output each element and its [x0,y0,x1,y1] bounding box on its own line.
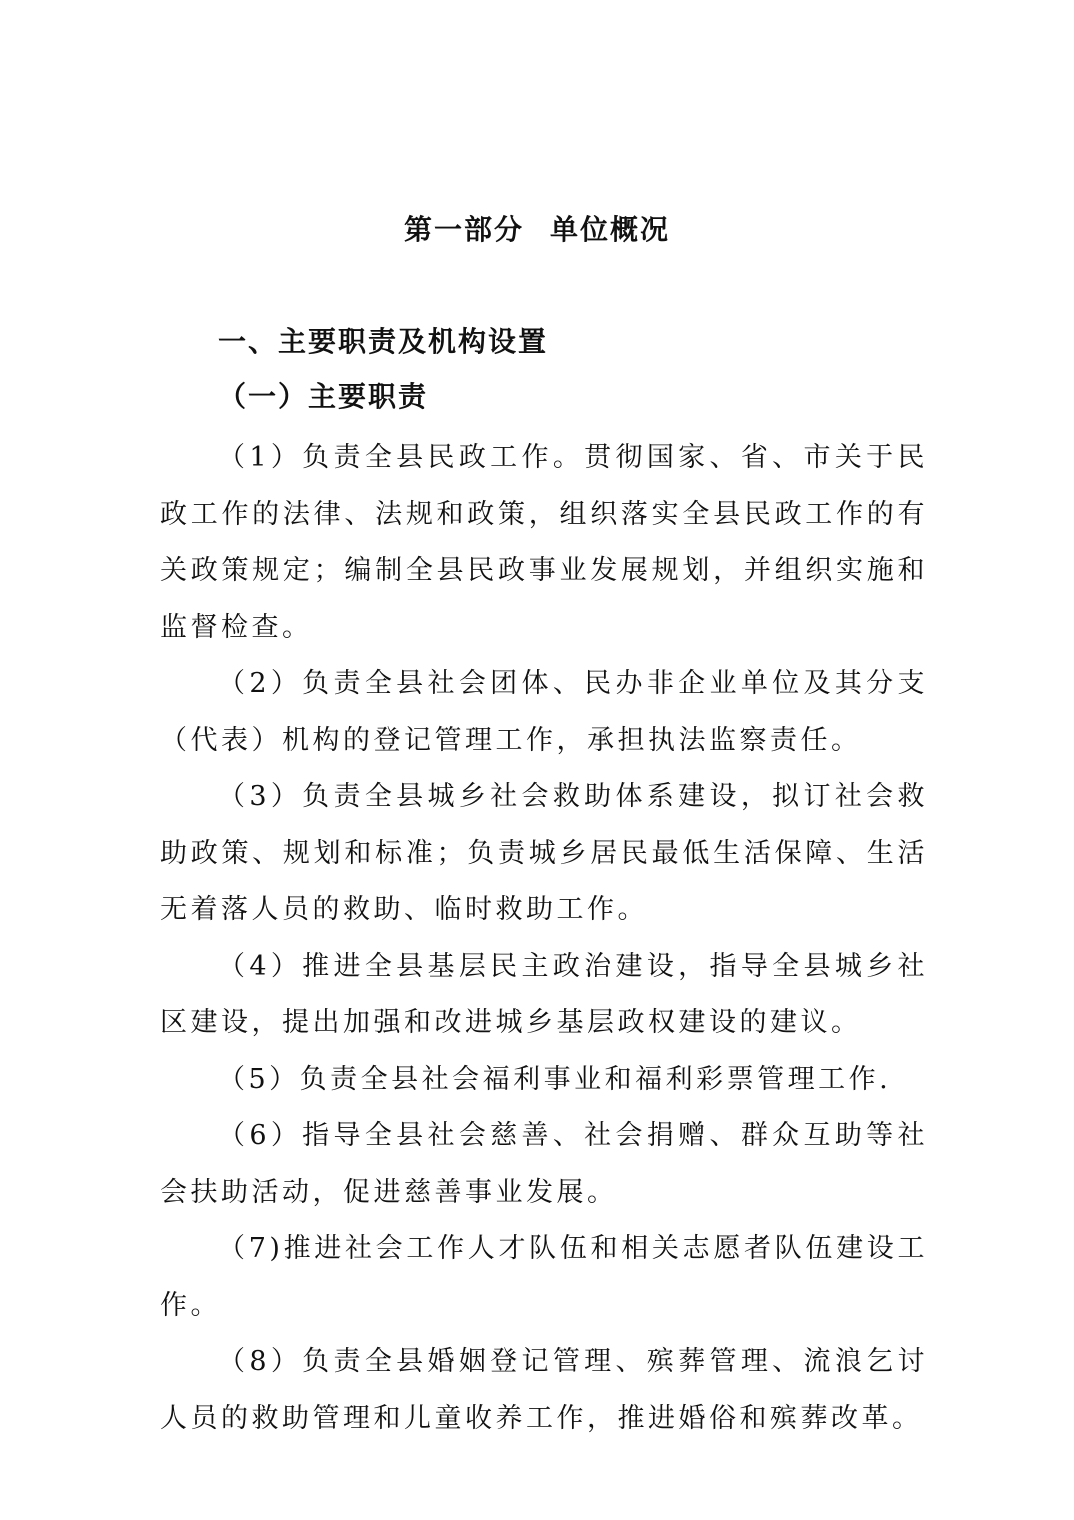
title-part: 第一部分 [403,213,524,246]
duty-paragraph-4: （4）推进全县基层民主政治建设，指导全县城乡社区建设，提出加强和改进城乡基层政权建设的建议。 [160,950,928,1038]
duty-paragraph-8: （8）负责全县婚姻登记管理、殡葬管理、流浪乞讨人员的救助管理和儿童收养工作，推进婚俗和殡葬改革。 [160,1346,928,1434]
duty-paragraph-2: （2）负责全县社会团体、民办非企业单位及其分支（代表）机构的登记管理工作，承担执法监察责任。 [160,668,928,756]
duty-paragraph-1: （1）负责全县民政工作。贯彻国家、省、市关于民政工作的法律、法规和政策，组织落实全县民政工作的有关政策规定；编制全县民政事业发展规划，并组织实施和监督检查。 [160,442,928,643]
subsection-heading: （一）主要职责 [218,380,429,413]
duty-paragraph-5: （5）负责全县社会福利事业和福利彩票管理工作. [218,1063,892,1095]
duties-list [160,430,928,1447]
section-heading: 一、主要职责及机构设置 [218,325,549,358]
page-title [0,208,1074,252]
title-name: 单位概况 [550,213,671,246]
duty-paragraph-3: （3）负责全县城乡社会救助体系建设，拟订社会救助政策、规划和标准；负责城乡居民最低生活保障、生活无着落人员的救助、临时救助工作。 [160,781,928,925]
duty-paragraph-6: （6）指导全县社会慈善、社会捐赠、群众互助等社会扶助活动，促进慈善事业发展。 [160,1120,928,1208]
duty-paragraph-7: （7)推进社会工作人才队伍和相关志愿者队伍建设工作。 [160,1233,928,1321]
